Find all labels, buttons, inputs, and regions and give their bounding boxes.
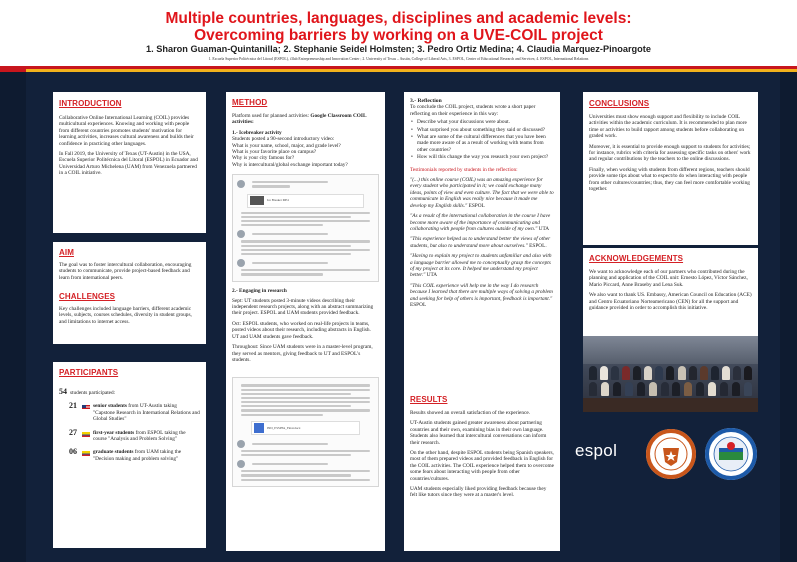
document-icon	[254, 423, 264, 433]
classroom-screenshot-1	[232, 174, 379, 282]
results-paragraph: On the other hand, despite ESPOL students being Spanish speakers, most of them prepared videos and provided feedback in English for the COIL activities. The COIL experience helped them to overcome some fears about interacting with people from other countries/cultures.	[410, 450, 554, 482]
engaging-title: 2.- Engaging in research	[232, 288, 287, 295]
video-thumbnail-icon	[250, 196, 264, 205]
participant-level: first-year students	[93, 429, 135, 436]
participant-level: senior students	[93, 403, 127, 410]
testimonial: "As a result of the international collaboration in the course I have become more aware of the importance of communicating and collaborating with people from cultures outside of my own." UTA	[410, 213, 551, 232]
aim-text: The goal was to foster intercultural collaboration, encouraging students to communicate, provide project-based feedback and learn from international peers.	[59, 262, 192, 281]
introduction-panel	[53, 92, 206, 233]
testimonial: "This COIL experience will help me in the way I do research because I learned that there are multiple ways of solving a problem and seeking for help of others is important, feedback is important." ESPOL	[410, 282, 553, 308]
classroom-screenshot-2	[232, 377, 379, 487]
participant-count: 06	[69, 447, 77, 457]
title-line-2: Overcoming barriers by working on a UVE-COIL project	[194, 27, 603, 44]
poster-header	[0, 0, 797, 68]
introduction-paragraph: In Fall 2019, the University of Texas (UT-Austin) in the USA, Escuela Superior Politécnica del Litoral (ESPOL) in Ecuador and Universidad Arturo Michelena (UAM) from Venezuela partnered in a COIL initiative.	[59, 151, 198, 177]
usa-flag-icon	[82, 405, 90, 410]
introduction-paragraph: Collaborative Online International Learning (COIL) provides multicultural experiences. Knowing and working with people from different countries promotes students' motivation for learning activities, increases cultural awareness and builds their confidence in practicing other languages.	[59, 115, 194, 147]
ecuador-flag-icon	[82, 432, 90, 437]
results-paragraph: Results showed an overall satisfaction of the experience.	[410, 410, 531, 416]
icebreaker-question: Why is intercultural/global exchange important today?	[232, 161, 348, 168]
reflection-question: • What surprised you about something they said or discussed?	[410, 127, 554, 133]
attachment-card	[251, 421, 360, 435]
participant-description: from UAM taking the "Decision making and problem solving"	[93, 449, 182, 462]
acknowledgements-panel	[583, 248, 758, 341]
platform-name: Google Classroom COIL activities:	[232, 113, 367, 126]
participant-level: graduate students	[93, 449, 134, 456]
engaging-throughout: Throughout: Since UAM students were in a master-level program, they served as mentors, giving feedback to UT and ESPOL's students.	[232, 344, 373, 363]
group-photo	[583, 336, 758, 412]
testimonials-title: Testimonials reported by students in the reflection:	[410, 166, 518, 173]
results-heading: RESULTS	[410, 395, 448, 404]
testimonial: "(...) this online course (COIL) was an amazing experience for every student who participated in it; we could exchange many ideas, points of view and even culture. The fact that we were able to communicate in English was really nice because it made me develop my English skills." ESPOL	[410, 177, 554, 209]
conclusions-paragraph: Finally, when working with students from different regions, teachers should provide some tips about what to expect/to do when interacting with people from other cultures/countries; thus, they can feel more comfortable working together.	[589, 166, 750, 193]
uam-seal-icon	[703, 424, 759, 484]
reflection-question: • Describe what your discussions were about.	[410, 119, 554, 125]
conclusions-paragraph: Universities must show enough support and flexibility to include COIL activities within the academic curriculum. It is recommended to plan more time or activities to build rapport among students before collaborating on graded work.	[589, 114, 747, 140]
method-heading: METHOD	[232, 98, 268, 107]
attachment-filename: IND_ESSPPA_Final.docx	[267, 425, 301, 430]
reflection-question: • How will this change the way you research your own project?	[410, 154, 554, 160]
avatar	[237, 259, 245, 267]
ut-austin-seal-icon	[645, 424, 697, 484]
reflection-heading: 3.- Reflection	[410, 98, 442, 104]
results-paragraph: UT-Austin students gained greater awareness about partnering countries and their own, examining bias in their own language. Students also learned that intercultural conversations can inform their research.	[410, 420, 547, 446]
institution-logos	[575, 419, 758, 489]
avatar	[237, 460, 245, 468]
avatar	[237, 230, 245, 238]
engaging-oct: Oct: ESPOL students, who worked on real-life projects in teams, posted videos about their research, including abstracts in English. UT and UAM students gave feedback.	[232, 320, 371, 340]
avatar	[237, 440, 245, 448]
platform-label: Platform used for planned activities:	[232, 113, 311, 119]
acknowledgements-paragraph: We also want to thank US. Embassy, American Council on Education (ACE) and Centro Ecuatoriano Norteamericano (CEN) for all the support and guidance provided in order to accomplish this initiative.	[589, 292, 752, 312]
poster-title	[60, 10, 737, 44]
acknowledgements-paragraph: We want to acknowledge each of our partners who contributed during the planning and application of the COIL unit: Ernesto López, Víctor Sánchez, Mario Piccard, Anne Braseby and Lena Suk.	[589, 269, 748, 288]
challenges-heading: CHALLENGES	[59, 292, 116, 301]
affiliations: 1. Escuela Superior Politécnica del Litoral (ESPOL), i3lab Entrepreneurship and Innovation Center ; 2. University of Texas – Austin, College of Liberal Arts, 3. ESPOL, Center of Educational Research and Services; 4. ESPOL, International Relations	[208, 57, 589, 61]
icebreaker-question: Why is your city famous for?	[232, 155, 295, 162]
participants-total-label: students participated:	[70, 390, 116, 396]
icebreaker-title: 1.- Icebreaker activity	[232, 129, 282, 136]
icebreaker-question: What is your name, school, major, and grade level?	[232, 142, 341, 149]
reflection-questions	[410, 119, 554, 160]
participants-panel	[53, 362, 206, 548]
participant-group	[69, 403, 200, 422]
attachment-card	[247, 194, 364, 208]
participant-description: from ESPOL taking the course "Analysis and Problem Solving"	[93, 429, 186, 443]
testimonial: "This experience helped us to understand better the views of other students, but also to understand more about ourselves." ESPOL.	[410, 236, 551, 249]
method-panel	[226, 92, 385, 551]
participant-count: 27	[69, 427, 77, 437]
results-paragraph: UAM students especially liked providing feedback because they felt like tutors since they were at a master's level.	[410, 486, 547, 499]
reflection-intro: To conclude the COIL project, students wrote a short paper reflecting on their experience in this way:	[410, 104, 536, 117]
venezuela-flag-icon	[82, 451, 90, 456]
conclusions-heading: CONCLUSIONS	[589, 99, 650, 108]
challenges-panel	[53, 286, 206, 344]
title-line-1: Multiple countries, languages, disciplines and academic levels:	[165, 10, 632, 27]
testimonial: "Having to explain my project to students unfamiliar and also with a language barrier allowed me to conceptually grasp the concepts of my project at its core. It helped me understand my project better." UTA	[410, 253, 552, 279]
conclusions-paragraph: Moreover, it is essential to provide enough support to students for activities; for instance, rubrics with criteria for assessing specific tasks on others' work and regular contributions by the teachers to the online discussions.	[589, 143, 751, 163]
acknowledgements-heading: ACKNOWLEDGEMENTS	[589, 254, 684, 263]
espol-logo: espol	[575, 441, 618, 460]
attachment-filename: Ice Breaker MP4	[267, 198, 289, 203]
results-panel	[404, 389, 560, 551]
participants-heading: PARTICIPANTS	[59, 368, 119, 377]
icebreaker-question: What is your favorite place on campus?	[232, 149, 317, 156]
participant-group	[69, 427, 200, 443]
participant-description: from UT-Austin taking "Capstone Research in International Relations and Global Studies"	[93, 403, 200, 423]
conclusions-panel	[583, 92, 758, 245]
challenges-text: Key challenges included language barriers, different academic levels, subjects, courses schedules, diversity in student groups, and limitations to internet access.	[59, 306, 192, 325]
introduction-heading: INTRODUCTION	[59, 99, 122, 108]
icebreaker-intro: Students posted a 90-second introductory video:	[232, 136, 335, 143]
left-margin-strip	[0, 72, 26, 562]
engaging-sept: Sept: UT students posted 3-minute videos describing their independent research projects, along with an abstract summarizing their project. ESPOL and UAM students provided feedback.	[232, 297, 374, 317]
reflection-panel	[404, 92, 560, 390]
aim-heading: AIM	[59, 248, 74, 257]
authors: 1. Sharon Guaman-Quintanilla; 2. Stephanie Seidel Holmsten; 3. Pedro Ortiz Medina; 4. Claudia Marquez-Pinoargote	[146, 44, 651, 54]
participants-total: 54	[59, 387, 67, 396]
aim-panel	[53, 242, 206, 290]
avatar	[237, 180, 245, 188]
participant-count: 21	[69, 401, 77, 411]
participant-group	[69, 449, 200, 462]
right-margin-strip	[780, 72, 797, 562]
reflection-question: • What are some of the cultural differences that you have been made more aware of as a result of working with teams from other countries?	[410, 134, 554, 153]
